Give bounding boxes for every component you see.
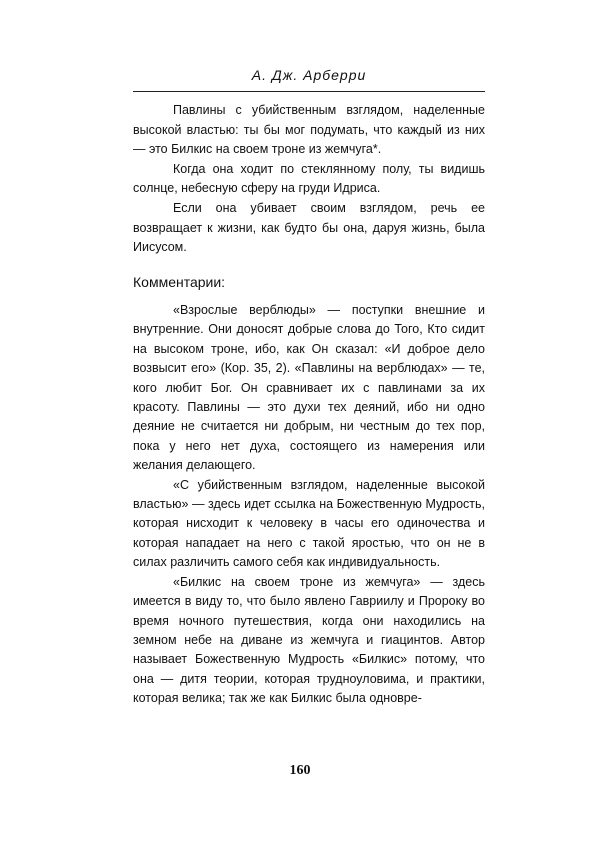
comments-block bbox=[133, 301, 485, 709]
comment-paragraph: «Взрослые верблюды» — поступки внешние и внутренние. Они доносят добрые слова до Того, Кто сидит на высоком троне, ибо, как Он сказал: «И доброе дело возвысит его» (Кор. 35, 2). «Павлины на верблюдах» — те, кого любит Бог. Он сравнивает их с павлинами за их красоту. Павлины — это духи тех деяний, ибо ни одно деяние не считается ни добрым, ни честным до тех пор, пока у него нет духа, состоящего из намерения или желания делающего. bbox=[133, 303, 485, 473]
running-title: А. Дж. Арберри bbox=[251, 67, 367, 83]
poem-paragraph: Когда она ходит по стеклянному полу, ты видишь солнце, небесную сферу на груди Идриса. bbox=[133, 161, 485, 196]
comment-paragraph: «С убийственным взглядом, наделенные высокой властью» — здесь идет ссылка на Божественную Мудрость, которая нисходит к человеку в часы его одиночества и которая нападает на него с такой яростью, что он не в силах различить самого себя как индивидуальность. bbox=[133, 477, 485, 570]
poem-block bbox=[133, 101, 485, 258]
header-rule bbox=[133, 91, 485, 92]
poem-paragraph: Если она убивает своим взглядом, речь ее возвращает к жизни, как будто бы она, даруя жизнь, была Иисусом. bbox=[133, 200, 485, 255]
comment-paragraph: «Билкис на своем троне из жемчуга» — здесь имеется в виду то, что было явлено Гавриилу и Пророку во время ночного путешествия, когда они находились на земном небе на диване из жемчуга и гиацинтов. Автор называет Божественную Мудрость «Билкис» потому, что она — дитя теории, которая трудноуловима, и практики, которая велика; так же как Билкис была одновре- bbox=[133, 574, 485, 706]
comments-heading: Комментарии: bbox=[133, 274, 226, 290]
poem-paragraph: Павлины с убийственным взглядом, наделенные высокой властью: ты бы мог подумать, что каждый из них — это Билкис на своем троне из жемчуга*. bbox=[133, 103, 485, 157]
page-number: 160 bbox=[289, 763, 311, 778]
